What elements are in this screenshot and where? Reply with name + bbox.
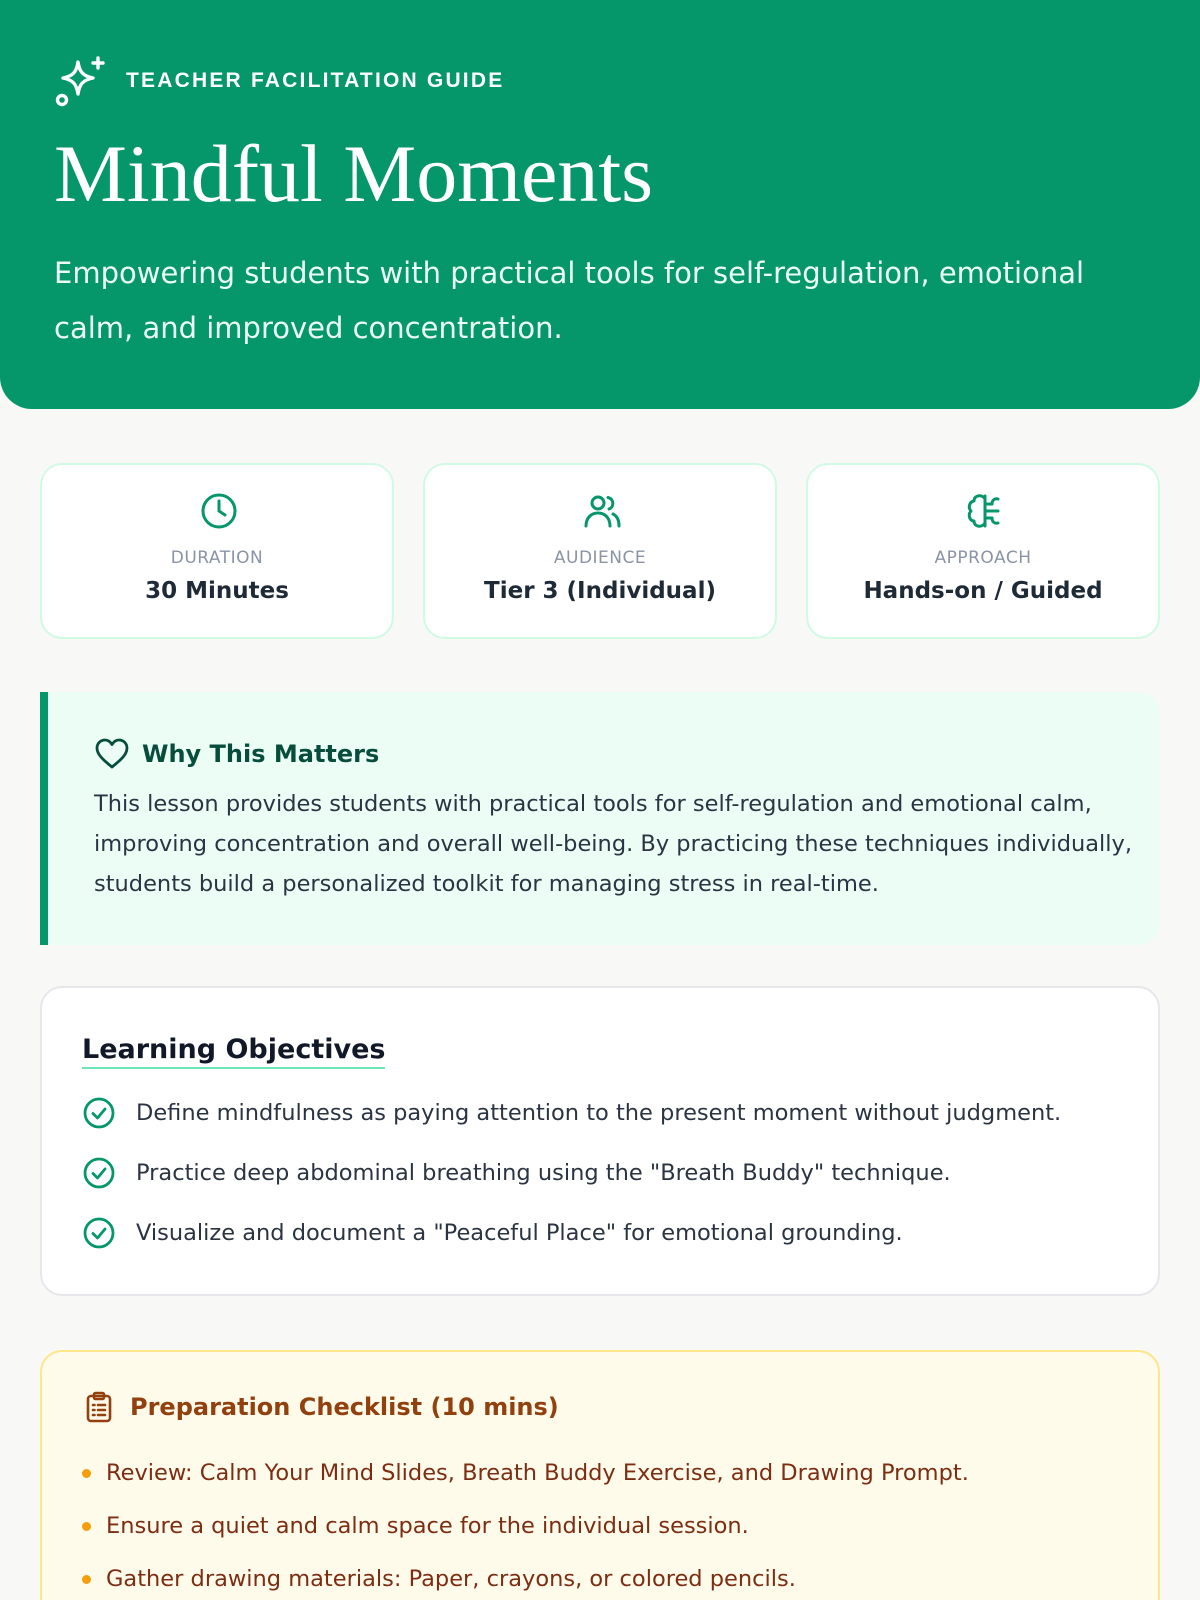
meta-value: 30 Minutes bbox=[145, 578, 289, 604]
objective-text: Practice deep abdominal breathing using the "Breath Buddy" technique. bbox=[136, 1160, 951, 1186]
meta-label: AUDIENCE bbox=[553, 548, 647, 568]
checklist-text: Review: Calm Your Mind Slides, Breath Buddy Exercise, and Drawing Prompt. bbox=[106, 1460, 969, 1486]
objective-text: Visualize and document a "Peaceful Place" for emotional grounding. bbox=[136, 1220, 903, 1246]
bullet-dot bbox=[82, 1575, 91, 1584]
why-header bbox=[94, 736, 379, 772]
meta-value: Hands-on / Guided bbox=[863, 578, 1103, 604]
objective-text: Define mindfulness as paying attention to the present moment without judgment. bbox=[136, 1100, 1062, 1126]
preparation-checklist-card bbox=[40, 1350, 1160, 1600]
why-title: Why This Matters bbox=[142, 740, 380, 768]
page-subtitle: Empowering students with practical tools for self-regulation, emotional calm, and improved concentration. bbox=[54, 256, 1085, 345]
check-circle-icon bbox=[82, 1096, 116, 1130]
meta-card-approach bbox=[806, 463, 1160, 639]
meta-label: APPROACH bbox=[934, 548, 1032, 568]
check-circle-icon bbox=[82, 1216, 116, 1250]
meta-value: Tier 3 (Individual) bbox=[484, 578, 716, 604]
sparkles-icon bbox=[54, 54, 108, 108]
prep-title: Preparation Checklist (10 mins) bbox=[130, 1393, 559, 1421]
bullet-dot bbox=[82, 1469, 91, 1478]
meta-card-audience bbox=[423, 463, 777, 639]
check-circle-icon bbox=[82, 1156, 116, 1190]
hero-header bbox=[0, 0, 1200, 409]
meta-card-duration bbox=[40, 463, 394, 639]
why-body: This lesson provides students with practical tools for self-regulation and emotional calm, improving concentration and overall well-being. By practicing these techniques individually, students build a personalized toolkit for managing stress in real-time. bbox=[94, 791, 1133, 897]
objective-item bbox=[82, 1153, 951, 1193]
bullet-dot bbox=[82, 1522, 91, 1531]
checklist-text: Gather drawing materials: Paper, crayons, or colored pencils. bbox=[106, 1566, 796, 1592]
clock-icon bbox=[199, 491, 239, 531]
learning-objectives-card bbox=[40, 986, 1160, 1296]
objective-item bbox=[82, 1213, 903, 1253]
checklist-item bbox=[82, 1456, 969, 1490]
users-icon bbox=[582, 491, 622, 531]
checklist-text: Ensure a quiet and calm space for the individual session. bbox=[106, 1513, 749, 1539]
meta-label: DURATION bbox=[170, 548, 264, 568]
eyebrow bbox=[54, 54, 504, 108]
brain-icon bbox=[965, 491, 1005, 531]
clipboard-icon bbox=[82, 1390, 116, 1424]
checklist-item bbox=[82, 1509, 749, 1543]
why-this-matters-panel bbox=[40, 692, 1160, 945]
checklist-item bbox=[82, 1562, 796, 1596]
page-title: Mindful Moments bbox=[54, 128, 654, 219]
objectives-title: Learning Objectives bbox=[82, 1034, 385, 1069]
objective-item bbox=[82, 1093, 1061, 1133]
eyebrow-text: TEACHER FACILITATION GUIDE bbox=[126, 69, 505, 92]
prep-header bbox=[82, 1390, 559, 1424]
heart-icon bbox=[94, 736, 130, 772]
